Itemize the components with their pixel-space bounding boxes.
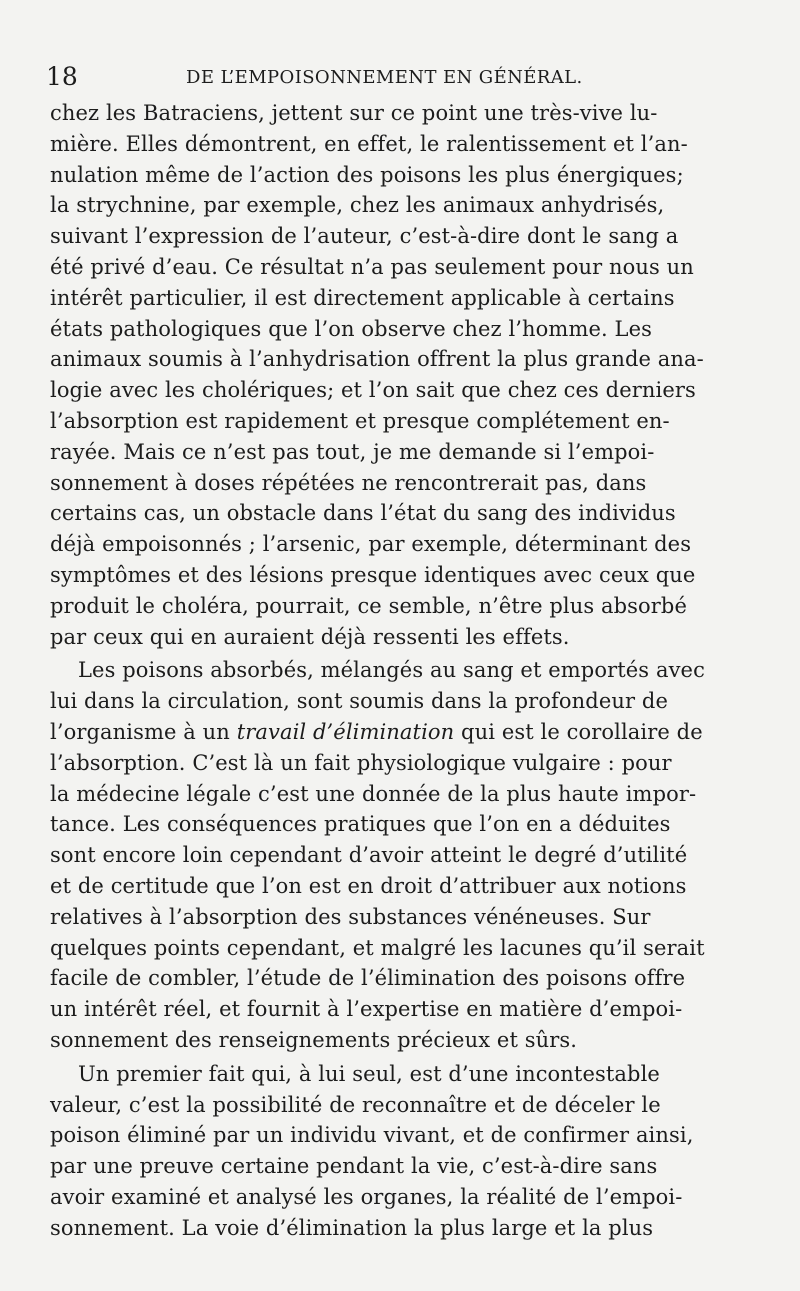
text-line: l’absorption est rapidement et presque complétement en-	[50, 408, 670, 433]
text-line: valeur, c’est la possibilité de reconnaître et de déceler le	[50, 1092, 661, 1117]
text-line: symptômes et des lésions presque identiques avec ceux que	[50, 562, 696, 587]
text-line: nulation même de l’action des poisons les plus énergiques;	[50, 162, 684, 187]
text-line: Un premier fait qui, à lui seul, est d’une incontestable	[78, 1061, 660, 1086]
text-line: chez les Batraciens, jettent sur ce point une très-vive lu-	[50, 101, 658, 125]
text-line: certains cas, un obstacle dans l’état du sang des individus	[50, 501, 676, 526]
text-line: sont encore loin cependant d’avoir atteint le degré d’utilité	[50, 843, 688, 868]
text-line: sonnement. La voie d’élimination la plus large et la plus	[50, 1215, 654, 1240]
text-line: l’absorption. C’est là un fait physiologique vulgaire : pour	[50, 750, 672, 775]
text-line: déjà empoisonnés ; l’arsenic, par exemple, déterminant des	[50, 532, 692, 557]
text-line: Les poisons absorbés, mélangés au sang et emportés avec	[78, 658, 705, 683]
text-line: animaux soumis à l’anhydrisation offrent la plus grande ana-	[50, 347, 704, 372]
italic-phrase: travail d’élimination	[236, 719, 455, 744]
paragraph-1	[50, 98, 710, 652]
text-line: été privé d’eau. Ce résultat n’a pas seulement pour nous un	[50, 254, 694, 279]
text-line: suivant l’expression de l’auteur, c’est-à-dire dont le sang a	[50, 224, 679, 249]
text-line: mière. Elles démontrent, en effet, le ralentissement et l’an-	[50, 131, 688, 156]
text-line: facile de combler, l’étude de l’élimination des poisons offre	[50, 966, 686, 991]
text-line: avoir examiné et analysé les organes, la réalité de l’empoi-	[50, 1184, 683, 1209]
page-number: 18	[46, 62, 78, 91]
text-line: lui dans la circulation, sont soumis dans la profondeur de	[50, 689, 668, 714]
text-line: par une preuve certaine pendant la vie, c’est-à-dire sans	[50, 1154, 658, 1179]
body-text	[50, 98, 710, 1243]
text-line: sonnement à doses répétées ne rencontrerait pas, dans	[50, 470, 647, 495]
text-line: un intérêt réel, et fournit à l’expertise en matière d’empoi-	[50, 997, 683, 1022]
text-line-with-italic	[50, 717, 710, 748]
text-line: quelques points cependant, et malgré les lacunes qu’il serait	[50, 935, 705, 960]
text-line: intérêt particulier, il est directement applicable à certains	[50, 285, 675, 310]
text-fragment: l’organisme à un	[50, 719, 237, 744]
text-line: états pathologiques que l’on observe chez l’homme. Les	[50, 316, 652, 341]
text-line: et de certitude que l’on est en droit d’attribuer aux notions	[50, 873, 687, 898]
text-line: relatives à l’absorption des substances vénéneuses. Sur	[50, 904, 651, 929]
text-line: logie avec les cholériques; et l’on sait que chez ces derniers	[50, 378, 696, 403]
text-line: la strychnine, par exemple, chez les animaux anhydrisés,	[50, 193, 665, 218]
text-line: par ceux qui en auraient déjà ressenti les effets.	[50, 624, 570, 649]
text-line: sonnement des renseignements précieux et sûrs.	[50, 1027, 578, 1052]
text-line: tance. Les conséquences pratiques que l’on en a déduites	[50, 812, 671, 837]
page-header	[46, 62, 716, 92]
paragraph-2	[50, 655, 710, 1055]
text-line: rayée. Mais ce n’est pas tout, je me demande si l’empoi-	[50, 439, 655, 464]
text-fragment: qui est le corollaire de	[454, 719, 703, 744]
paragraph-3	[50, 1059, 710, 1244]
text-line: la médecine légale c’est une donnée de la plus haute impor-	[50, 781, 697, 806]
running-title: DE L’EMPOISONNEMENT EN GÉNÉRAL.	[186, 67, 583, 88]
text-line: poison éliminé par un individu vivant, et de confirmer ainsi,	[50, 1123, 694, 1148]
text-line: produit le choléra, pourrait, ce semble, n’être plus absorbé	[50, 593, 687, 618]
